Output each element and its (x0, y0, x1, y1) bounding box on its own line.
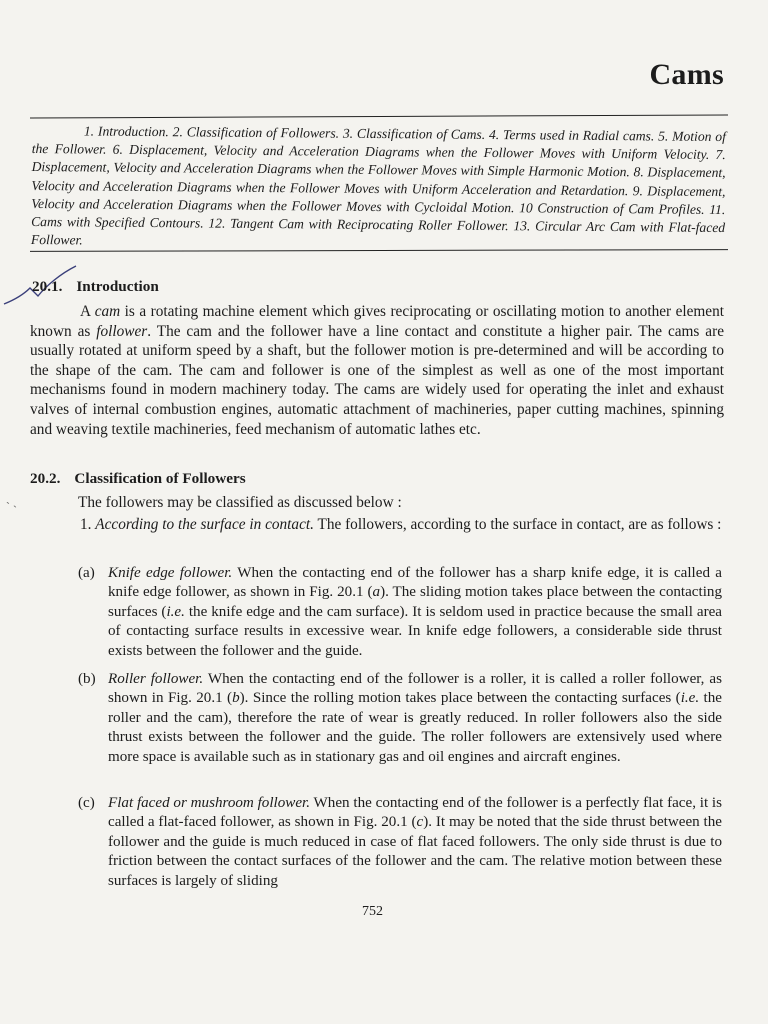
section-number: 20.1. (32, 278, 63, 295)
classification-subsection: 1. According to the surface in contact. The followers, according to the surface in contact, are as follows : (80, 516, 722, 533)
section-heading-introduction (32, 278, 159, 296)
item-title: Flat faced or mushroom follower. (108, 795, 311, 811)
introduction-paragraph: A cam is a rotating machine element which gives reciprocating or oscillating motion to another element known as follower. The cam and the follower have a line contact and constitute a higher pair. The cams are usually rotated at uniform speed by a shaft, but the follower motion is pre-determined and will be according to the shape of the cam. The cam and follower is one of the simplest as well as one of the most important mechanisms found in modern machinery today. The cams are widely used for operating the inlet and exhaust valves of internal combustion engines, automatic attachment of machineries, paper cutting machines, spinning and weaving textile machineries, feed mechanism of automatic lathes etc. (30, 303, 724, 438)
item-title: Knife edge follower. (108, 565, 233, 581)
page-number: 752 (362, 904, 383, 919)
section-title: Classification of Followers (74, 470, 246, 487)
chapter-title: Cams (649, 58, 724, 91)
subsection-title: According to the surface in contact. (95, 516, 314, 533)
item-title: Roller follower. (108, 671, 204, 687)
list-item-flat-faced: (c) Flat faced or mushroom follower. When the contacting end of the follower is a perfectly flat face, it is called a flat-faced follower, as shown in Fig. 20.1 (c). It may be noted that the side thrust between the follower and the guide is much reduced in case of flat faced followers. The only side thrust is due to friction between the contact surfaces of the follower and the cam. The relative motion between these surfaces is largely of sliding (78, 795, 723, 889)
term-follower: follower (96, 322, 148, 340)
list-marker: (c) (78, 795, 95, 811)
section-heading-classification (30, 470, 246, 488)
list-marker: (b) (78, 671, 96, 687)
margin-mark: ˴ ˎ (6, 494, 17, 508)
chapter-contents-text: 1. Introduction. 2. Classification of Followers. 3. Classification of Cams. 4. Terms used in Radial cams. 5. Motion of the Follower. 6. Displacement, Velocity and Acceleration Diagrams when the Follower Moves with Uniform Velocity. 7. Displacement, Velocity and Acceleration Diagrams when the Follower Moves with Simple Harmonic Motion. 8. Displacement, Velocity and Acceleration Diagrams when the Follower Moves with Uniform Acceleration and Retardation. 9. Displacement, Velocity and Acceleration Diagrams when the Follower Moves with Cycloidal Motion. 10 Construction of Cam Profiles. 11. Cams with Specified Contours. 12. Tangent Cam with Reciprocating Roller Follower. 13. Circular Arc Cam with Flat-faced Follower. (30, 123, 726, 248)
chapter-contents (31, 122, 726, 255)
list-item-knife-edge: (a) Knife edge follower. When the contacting end of the follower has a sharp knife edge, it is called a knife edge follower, as shown in Fig. 20.1 (a). The sliding motion takes place between the contacting surfaces (i.e. the knife edge and the cam surface). It is seldom used in practice because the small area of contacting surface results in excessive wear. In knife edge followers, a considerable side thrust exists between the follower and the guide. (78, 565, 722, 659)
term-cam: cam (94, 303, 121, 320)
list-marker: (a) (78, 565, 95, 581)
classification-intro: The followers may be classified as discussed below : (78, 494, 402, 511)
section-number: 20.2. (30, 470, 61, 487)
toc-top-rule (30, 114, 728, 118)
section-title: Introduction (76, 278, 159, 295)
list-item-roller: (b) Roller follower. When the contacting end of the follower is a roller, it is called a roller follower, as shown in Fig. 20.1 (b). Since the rolling motion takes place between the contacting surfaces (i.e. the roller and the cam), therefore the rate of wear is greatly reduced. In roller followers also the side thrust exists between the follower and the guide. The roller followers are extensively used where more space is available such as in stationary gas and oil engines and aircraft engines. (78, 671, 723, 765)
